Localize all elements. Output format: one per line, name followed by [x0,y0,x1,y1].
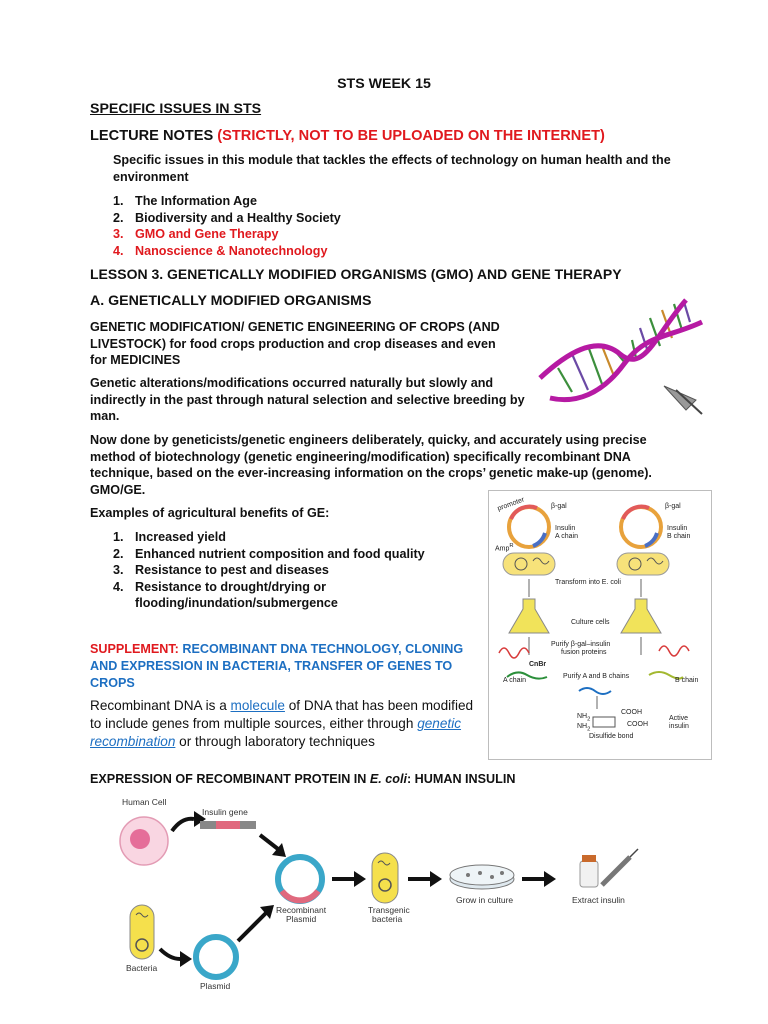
lecture-label: LECTURE NOTES [90,128,218,144]
list-item: 2. Enhanced nutrient composition and food quality [113,546,425,561]
list-item: 3. Resistance to pest and diseases [113,563,329,577]
paragraph-genetic-modification: GENETIC MODIFICATION/ GENETIC ENGINEERING OF CROPS (AND LIVESTOCK) for food crops production and crop diseases and even for MEDICINES [90,320,500,367]
intro-paragraph: Specific issues in this module that tackles the effects of technology on human health and the environment [113,153,671,184]
list-item: 4. Resistance to drought/drying or flooding/inundation/submergence [113,579,338,610]
list-item: 1. Increased yield [113,530,227,544]
benefits-heading: Examples of agricultural benefits of GE: [90,506,330,520]
molecule-link[interactable]: molecule [230,698,285,713]
benefits-list [113,529,463,612]
list-item: 1. The Information Age [113,194,257,208]
paragraph-geneticists: Now done by geneticists/genetic engineers deliberately, quicky, and accurately using precise method of biotechnology (genetic engineering/modification) specifically recombinant DNA technique, based on the ever-increasing information on the crops’ genetic make-up (genome). GMO/GE. [90,433,652,497]
insulin-production-figure: promoter β-gal β-gal Insulin A chain Insulin B chain Amp$^R$ Transform into E. coli Culture cells Purify β-gal–insulin fusion proteins CnBr A chain Purify A and B chains B chain $NH_2$ $NH_2$ COOH COOH Active insulin Disulfide bond [488,490,712,760]
supplement-heading: SUPPLEMENT: RECOMBINANT DNA TECHNOLOGY, CLONING AND EXPRESSION IN BACTERIA, TRANSFER OF GENES TO CROPS [90,642,464,690]
list-item: 4. Nanoscience & Nanotechnology [113,243,328,258]
expression-heading: EXPRESSION OF RECOMBINANT PROTEIN IN E. coli: HUMAN INSULIN [90,772,516,786]
list-item: 2. Biodiversity and a Healthy Society [113,210,341,225]
section-heading: SPECIFIC ISSUES IN STS [90,101,262,117]
issues-list [113,193,513,259]
recombinant-dna-paragraph: Recombinant DNA is a molecule of DNA that has been modified to include genes from multiple sources, either through genetic recombination or through laboratory techniques [90,698,474,749]
dna-helix-image [536,294,706,424]
insulin-expression-figure: Human Cell Insulin gene Recombinant Plasmid Transgenic bacteria Grow in culture Extract insulin Bacteria Plasmid [110,795,670,995]
lesson-heading: LESSON 3. GENETICALLY MODIFIED ORGANISMS (GMO) AND GENE THERAPY [90,266,622,282]
subheading: A. GENETICALLY MODIFIED ORGANISMS [90,293,372,309]
lecture-notes-heading [90,128,605,144]
page-title: STS WEEK 15 [337,76,431,92]
lecture-warning: (STRICTLY, NOT TO BE UPLOADED ON THE INTERNET) [217,128,605,144]
genetic-recombination-link[interactable]: genetic recombination [90,716,462,749]
list-item: 3. GMO and Gene Therapy [113,227,279,241]
paragraph-natural-alteration: Genetic alterations/modifications occurred naturally but slowly and indirectly in the past through natural selection and selective breeding by man. [90,376,525,423]
